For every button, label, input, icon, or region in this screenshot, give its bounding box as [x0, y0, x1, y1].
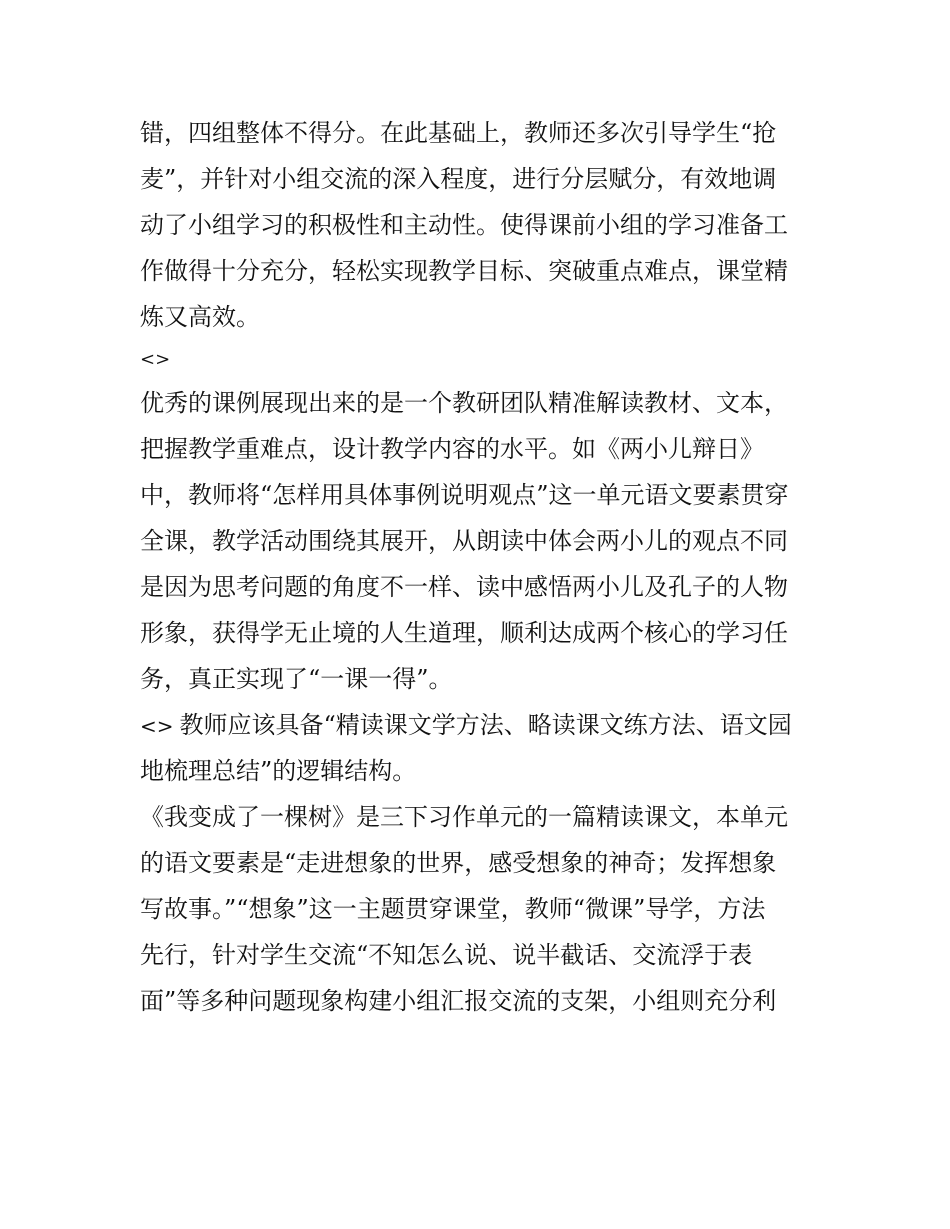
paragraph-3-line-2: 地梳理总结”的逻辑结构。	[140, 757, 417, 785]
paragraph-1-line-1: 错，四组整体不得分。在此基础上，教师还多次引导学生“抢	[140, 119, 777, 147]
paragraph-4-line-4: 先行，针对学生交流“不知怎么说、说半截话、交流浮于表	[140, 941, 753, 969]
paragraph-2-line-7: 务，真正实现了“一课一得”。	[140, 665, 453, 693]
document-body	[140, 110, 820, 1024]
section-marker-1: <>	[140, 349, 171, 370]
paragraph-1-line-4: 作做得十分充分，轻松实现教学目标、突破重点难点，课堂精	[140, 257, 788, 285]
paragraph-2-line-3: 中，教师将“怎样用具体事例说明观点”这一单元语文要素贯穿	[140, 481, 789, 509]
paragraph-2-line-5: 是因为思考问题的角度不一样、读中感悟两小儿及孔子的人物	[140, 573, 788, 601]
paragraph-2-line-6: 形象，获得学无止境的人生道理，顺利达成两个核心的学习任	[140, 619, 788, 647]
paragraph-4-line-5: 面”等多种问题现象构建小组汇报交流的支架，小组则充分利	[140, 987, 777, 1015]
paragraph-1-line-2: 麦”，并针对小组交流的深入程度，进行分层赋分，有效地调	[140, 165, 777, 193]
paragraph-4-line-2: 的语文要素是“走进想象的世界，感受想象的神奇；发挥想象	[140, 849, 777, 877]
paragraph-1-line-5: 炼又高效。	[140, 303, 260, 331]
paragraph-2-line-1: 优秀的课例展现出来的是一个教研团队精准解读教材、文本，	[140, 389, 788, 417]
paragraph-1-line-3: 动了小组学习的积极性和主动性。使得课前小组的学习准备工	[140, 211, 788, 239]
paragraph-2-line-2: 把握教学重难点，设计教学内容的水平。如《两小儿辩日》	[140, 435, 764, 463]
section-marker-2: <>	[140, 714, 174, 738]
paragraph-2-line-4: 全课，教学活动围绕其展开，从朗读中体会两小儿的观点不同	[140, 527, 788, 555]
paragraph-3-line-1-text: 教师应该具备“精读课文学方法、略读课文练方法、语文园	[179, 711, 792, 739]
paragraph-3-line-1	[140, 702, 820, 748]
paragraph-4-line-3: 写故事。”“想象”这一主题贯穿课堂，教师“微课”导学，方法	[140, 895, 766, 923]
paragraph-4-line-1: 《我变成了一棵树》是三下习作单元的一篇精读课文，本单元	[140, 803, 788, 831]
